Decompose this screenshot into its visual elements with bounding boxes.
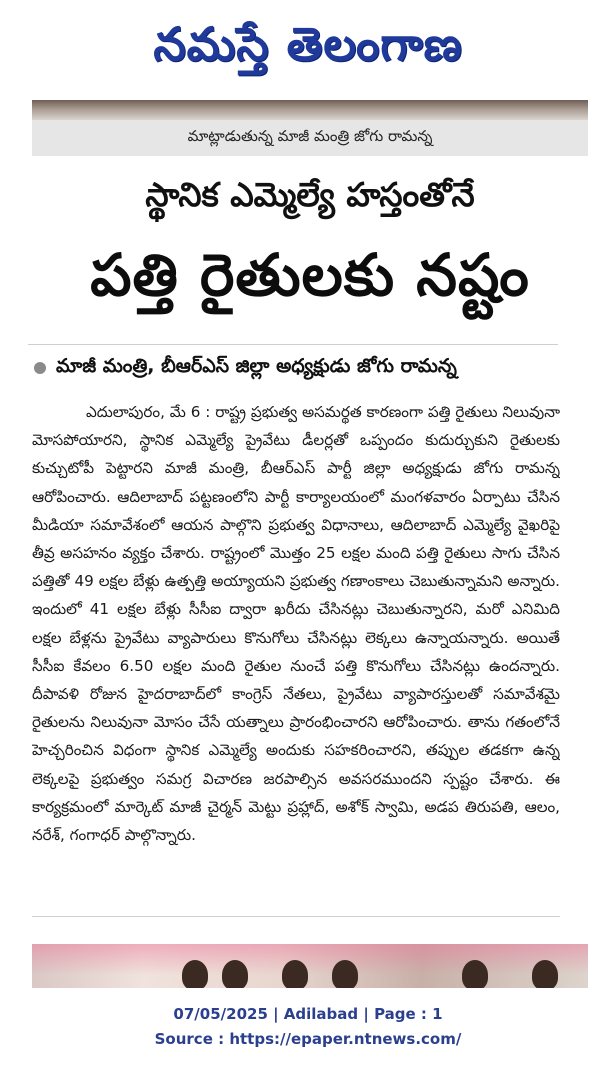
photo-person [282, 960, 308, 988]
article-subheadline-row [28, 348, 568, 388]
photo-person [182, 960, 208, 988]
newspaper-logo: నమస్తే తెలంగాణ [153, 17, 463, 71]
article-headline: పత్తి రైతులకు నష్టం [90, 240, 530, 309]
masthead [0, 0, 616, 100]
top-photo [32, 100, 588, 120]
bottom-divider [32, 916, 560, 917]
photo-person [332, 960, 358, 988]
photo-person [222, 960, 248, 988]
bottom-photo [32, 944, 588, 988]
photo-person [462, 960, 488, 988]
bottom-photo-overlay [32, 944, 588, 988]
article-body: ఎదులాపురం, మే 6 : రాష్ట్ర ప్రభుత్వ అసమర్థత కారణంగా పత్తి రైతులు నిలువునా మోసపోయారని, స్థానిక ఎమ్మెల్యే ప్రైవేటు డీలర్లతో ఒప్పందం కుదుర్చుకుని రైతులకు కుచ్చుటోపీ పెట్టారని మాజీ మంత్రి, బీఆర్ఎస్ పార్టీ జిల్లా అధ్యక్షుడు జోగు రామన్న ఆరోపించారు. ఆదిలాబాద్ పట్టణంలోని పార్టీ కార్యాలయంలో మంగళవారం ఏర్పాటు చేసిన మీడియా సమావేశంలో ఆయన పాల్గొని ప్రభుత్వ విధానాలు, ఆదిలాబాద్ ఎమ్మెల్యే వైఖరిపై తీవ్ర అసహనం వ్యక్తం చేశారు. రాష్ట్రంలో మొత్తం 25 లక్షల మంది పత్తి రైతులు సాగు చేసిన పత్తితో 49 లక్షల బేళ్లు ఉత్పత్తి అయ్యాయని ప్రభుత్వ గణాంకాలు చెబుతున్నామని అన్నారు. ఇందులో 41 లక్షల బేళ్లు సీసీఐ ద్వారా ఖరీదు చేసినట్లు చెబుతున్నారని, మరో ఎనిమిది లక్షల బేళ్లను ప్రైవేటు వ్యాపారులు కొనుగోలు చేసినట్లు లెక్కలు ఉన్నాయన్నారు. అయితే సీసీఐ కేవలం 6.50 లక్షల మంది రైతుల నుంచే పత్తి కొనుగోలు చేసినట్లు ఉందన్నారు. దీపావళి రోజున హైదరాబాద్‌లో కాంగ్రెస్ నేతలు, ప్రైవేటు వ్యాపారస్తులతో సమావేశమై రైతులను నిలువునా మోసం చేసే యత్నాలు ప్రారంభించారని ఆరోపించారు. తాను గతంలోనే హెచ్చరించిన విధంగా స్థానిక ఎమ్మెల్యే అందుకు సహకరించారని, తప్పుల తడకగా ఉన్న లెక్కలపై ప్రభుత్వం సమగ్ర విచారణ జరపాల్సిన అవసరముందని స్పష్టం చేశారు. ఈ కార్యక్రమంలో మార్కెట్ మాజీ చైర్మన్ మెట్టు ప్రహ్లాద్, అశోక్ స్వామి, అడప తిరుపతి, ఆలం, నరేశ్, గంగాధర్ పాల్గొన్నారు. [32, 403, 560, 845]
bullet-icon [34, 362, 46, 374]
photo-person [532, 960, 558, 988]
photo-caption: మాట్లాడుతున్న మాజీ మంత్రి జోగు రామన్న [32, 120, 588, 156]
subhead-divider [28, 344, 558, 345]
article-subheadline: మాజీ మంత్రి, బీఆర్ఎస్ జిల్లా అధ్యక్షుడు జోగు రామన్న [56, 354, 457, 377]
footer-date-line: 07/05/2025 | Adilabad | Page : 1 [173, 1005, 443, 1023]
footer-source-line: Source : https://epaper.ntnews.com/ [154, 1030, 462, 1048]
article-kicker: స్థానిక ఎమ్మెల్యే హస్తంతోనే [145, 174, 475, 214]
